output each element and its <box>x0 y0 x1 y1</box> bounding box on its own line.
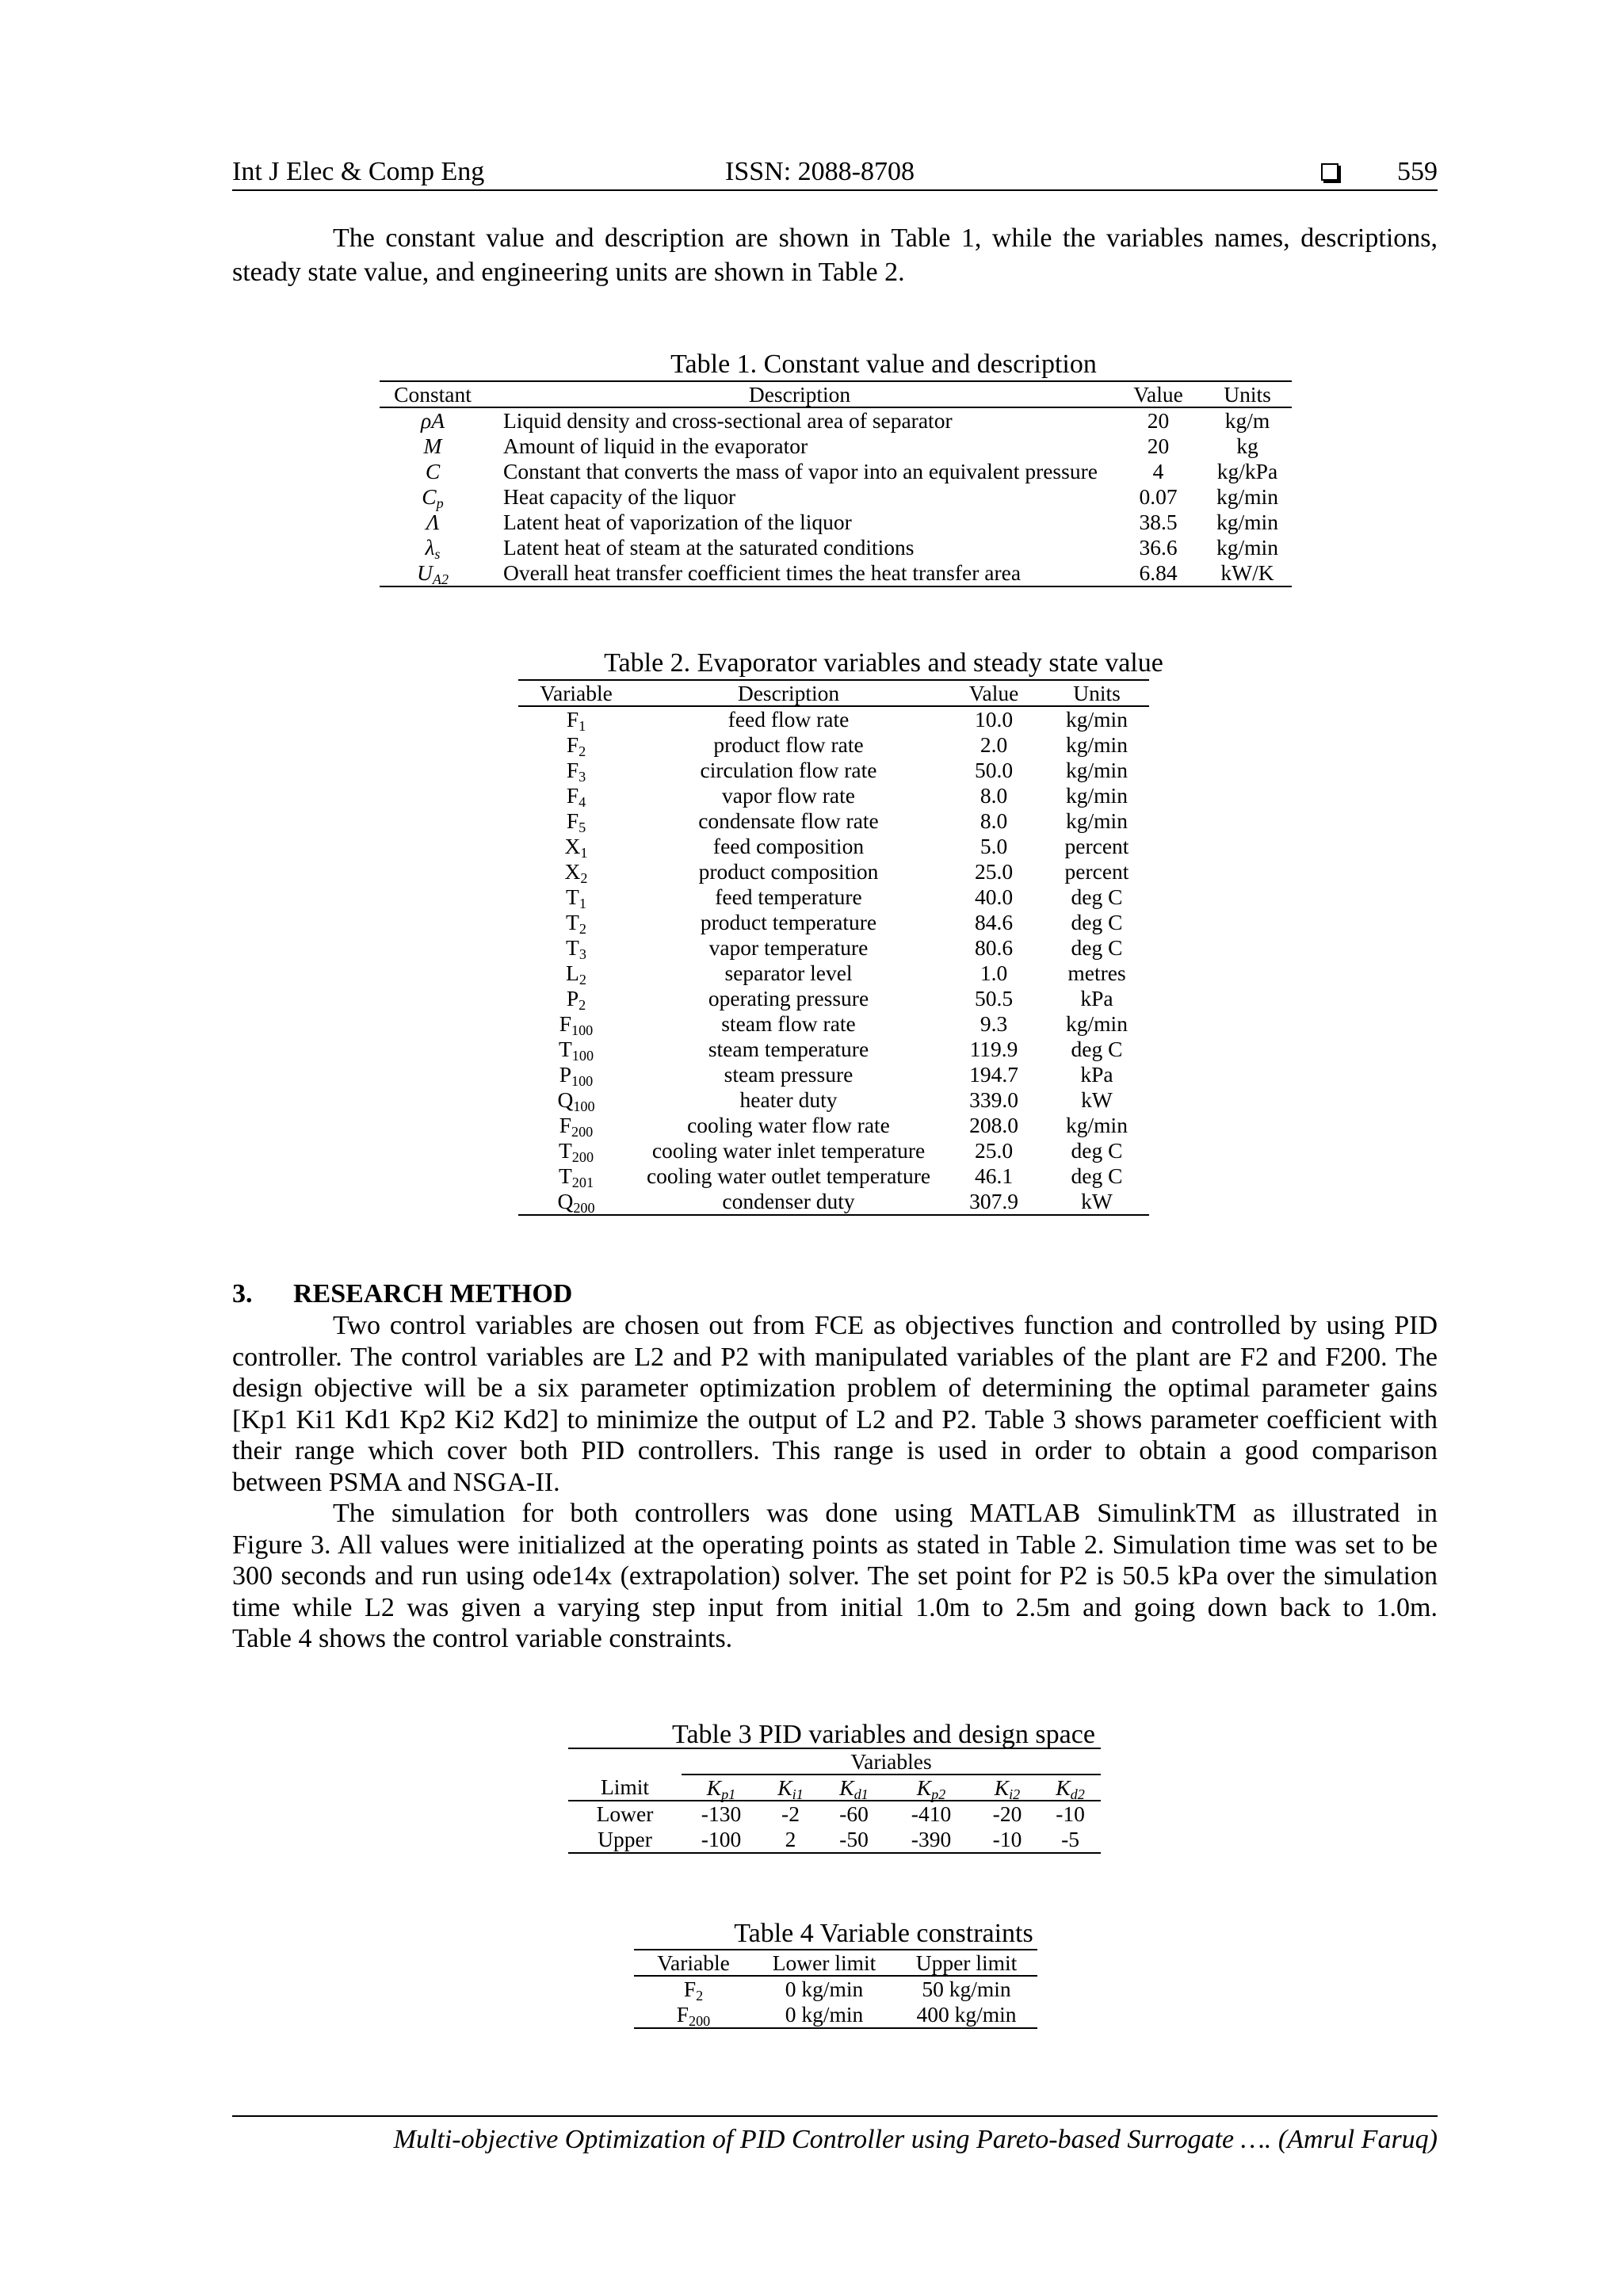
variable-symbol: F <box>566 808 579 833</box>
text-line: controller. The control variables are L2 and P2 with manipulated variables of the plant are F2 and F200. The <box>232 1342 1438 1372</box>
constant-symbol-subscript: A2 <box>432 571 449 588</box>
variable-symbol: X <box>564 834 581 858</box>
units-cell: kPa <box>1080 986 1113 1010</box>
column-header-symbol-subscript: i1 <box>792 1786 804 1802</box>
paragraph-2 <box>232 1498 1438 1655</box>
variable-cell <box>518 706 634 735</box>
constant-symbol: U <box>416 560 433 585</box>
units-cell: kg/min <box>1066 1113 1128 1137</box>
variable-symbol-subscript: 200 <box>689 2013 711 2030</box>
column-header-variable: Variable <box>518 680 634 706</box>
table-3-group-row <box>568 1748 1101 1775</box>
column-header <box>568 1775 682 1801</box>
column-header-symbol: K <box>994 1775 1010 1800</box>
description-cell: condensate flow rate <box>698 808 879 833</box>
units-cell: kg/min <box>1066 758 1128 782</box>
units-cell: kg/min <box>1066 1011 1128 1036</box>
table-1-body <box>380 407 1292 586</box>
description-cell: Latent heat of steam at the saturated conditions <box>503 535 915 560</box>
column-header-symbol: K <box>839 1775 854 1800</box>
value-cell: 50.5 <box>974 986 1014 1010</box>
description-cell: operating pressure <box>708 986 869 1010</box>
variable-symbol: Q <box>557 1189 574 1213</box>
units-cell: kg <box>1236 434 1258 458</box>
column-header-value: Value <box>1113 381 1203 407</box>
units-cell: kW/K <box>1220 560 1274 585</box>
variable-symbol: F <box>676 2002 689 2027</box>
constant-symbol: M <box>423 434 442 458</box>
value-cell: 10.0 <box>974 707 1014 732</box>
variable-symbol: T <box>558 1037 572 1061</box>
variable-symbol-subscript: 3 <box>579 946 586 963</box>
value-cell: -5 <box>1061 1827 1079 1851</box>
upper-limit-cell: 50 kg/min <box>922 1977 1011 2001</box>
limit-cell: Lower <box>596 1801 654 1826</box>
column-header-symbol-subscript: p2 <box>931 1786 946 1802</box>
variable-symbol: F <box>566 707 579 732</box>
table-1-row <box>380 459 1292 484</box>
table-2-row <box>518 986 1149 1011</box>
description-cell: Overall heat transfer coefficient times the heat transfer area <box>503 560 1022 585</box>
paragraph-1 <box>232 1310 1438 1498</box>
value-cell: 0.07 <box>1139 484 1178 509</box>
units-cell: kg/kPa <box>1216 459 1278 483</box>
table-1-header-row <box>380 381 1292 407</box>
variable-cell <box>518 1138 634 1166</box>
column-header-description: Description <box>634 680 943 706</box>
text-line: time while L2 was given a varying step input from initial 1.0m to 2.5m and going down back to 1.0m. <box>232 1592 1438 1622</box>
variable-symbol: L <box>566 961 579 985</box>
table-3-row <box>568 1801 1101 1827</box>
value-cell: 307.9 <box>969 1189 1018 1213</box>
description-cell: steam pressure <box>724 1062 854 1087</box>
table-2 <box>518 679 1149 1216</box>
value-cell: 194.7 <box>969 1062 1018 1087</box>
table-4-row <box>634 1976 1037 2002</box>
text-line: between PSMA and NSGA-II. <box>232 1467 560 1497</box>
table-2-row <box>518 1087 1149 1113</box>
constant-cell <box>380 535 486 563</box>
units-cell: kg/min <box>1066 707 1128 732</box>
value-cell: 20 <box>1147 408 1170 433</box>
lower-limit-cell: 0 kg/min <box>785 2002 864 2027</box>
table-2-row <box>518 783 1149 808</box>
description-cell: Amount of liquid in the evaporator <box>503 434 808 458</box>
units-cell: metres <box>1067 961 1126 985</box>
table-2-row <box>518 1138 1149 1163</box>
units-cell: kg/min <box>1066 808 1128 833</box>
units-cell: deg C <box>1071 1138 1123 1163</box>
value-cell: 80.6 <box>974 935 1014 960</box>
variable-cell <box>518 1037 634 1062</box>
variable-symbol: T <box>558 1138 572 1163</box>
constant-symbol: λ <box>425 535 435 560</box>
description-cell: Liquid density and cross-sectional area of separator <box>503 408 953 433</box>
description-cell: condenser duty <box>722 1189 855 1213</box>
units-cell: kg/min <box>1216 510 1278 534</box>
table-2-row <box>518 706 1149 732</box>
value-cell: 4 <box>1152 459 1164 483</box>
value-cell: 339.0 <box>969 1087 1018 1112</box>
upper-limit-cell: 400 kg/min <box>916 2002 1017 2027</box>
footer-running-title: Multi-objective Optimization of PID Controller using Pareto-based Surrogate …. (Amrul Faruq) <box>393 2125 1438 2154</box>
value-cell: -390 <box>911 1827 952 1851</box>
column-header-lower-limit: Lower limit <box>753 1950 896 1976</box>
value-cell: 9.3 <box>980 1011 1008 1036</box>
column-header-units: Units <box>1044 680 1149 706</box>
text-line: design objective will be a six parameter optimization problem of determining the optimal parameter gains <box>232 1373 1438 1403</box>
table-4 <box>634 1949 1037 2029</box>
table-1-row <box>380 560 1292 586</box>
value-cell: -410 <box>911 1801 952 1826</box>
table-2-row <box>518 884 1149 910</box>
text-line: [Kp1 Ki1 Kd1 Kp2 Ki2 Kd2] to minimize the output of L2 and P2. Table 3 shows parameter coefficient with <box>232 1404 1438 1435</box>
table-1 <box>380 380 1292 587</box>
description-cell: product composition <box>698 859 879 884</box>
section-body <box>232 1310 1438 1655</box>
value-cell: -130 <box>701 1801 742 1826</box>
table-2-row <box>518 935 1149 961</box>
table-2-row <box>518 859 1149 884</box>
units-cell: kg/min <box>1066 783 1128 808</box>
table-2-title: Table 2. Evaporator variables and steady state value <box>604 648 1163 678</box>
units-cell: percent <box>1064 859 1129 884</box>
value-cell: 8.0 <box>980 783 1008 808</box>
value-cell: 20 <box>1147 434 1170 458</box>
value-cell: 119.9 <box>969 1037 1018 1061</box>
constant-cell <box>380 510 486 535</box>
description-cell: vapor temperature <box>708 935 869 960</box>
variable-cell <box>518 732 634 758</box>
variable-symbol-subscript: 100 <box>573 1098 595 1115</box>
description-cell: product temperature <box>700 910 877 934</box>
column-header-symbol-subscript: d2 <box>1070 1786 1085 1802</box>
table-4-row <box>634 2002 1037 2028</box>
section-research-method <box>232 1278 1438 1655</box>
variable-cell <box>518 859 634 887</box>
value-cell: 50.0 <box>974 758 1014 782</box>
variable-symbol-subscript: 5 <box>579 819 586 836</box>
constant-symbol: C <box>422 484 437 509</box>
value-cell: -60 <box>839 1801 869 1826</box>
value-cell: 38.5 <box>1139 510 1178 534</box>
variable-symbol: F <box>559 1113 572 1137</box>
description-cell: product flow rate <box>713 732 864 757</box>
limit-cell: Upper <box>598 1827 652 1851</box>
units-cell: kg/min <box>1216 484 1278 509</box>
variables-group-header: Variables <box>682 1748 1101 1775</box>
variable-symbol-subscript: 100 <box>571 1022 594 1039</box>
variable-symbol-subscript: 200 <box>571 1149 594 1166</box>
constant-cell <box>380 560 486 586</box>
section-title: RESEARCH METHOD <box>293 1279 573 1308</box>
variable-symbol: T <box>558 1163 572 1188</box>
description-cell: feed temperature <box>715 884 862 909</box>
column-header-symbol: K <box>777 1775 792 1800</box>
variable-symbol: F <box>566 732 579 757</box>
intro-paragraph <box>232 222 1438 289</box>
value-cell: 2.0 <box>980 732 1008 757</box>
units-cell: deg C <box>1071 1037 1123 1061</box>
description-cell: feed flow rate <box>727 707 850 732</box>
value-cell: 5.0 <box>980 834 1008 858</box>
table-1-row <box>380 510 1292 535</box>
variable-symbol: P <box>559 1062 572 1087</box>
empty-cell <box>568 1748 682 1775</box>
value-cell: -10 <box>1056 1801 1085 1826</box>
variable-symbol-subscript: 100 <box>571 1048 594 1064</box>
units-cell: deg C <box>1071 1163 1123 1188</box>
column-header-units: Units <box>1203 381 1292 407</box>
table-2-row <box>518 1113 1149 1138</box>
column-header <box>820 1775 888 1801</box>
units-cell: kg/min <box>1216 535 1278 560</box>
variable-cell <box>518 961 634 986</box>
variable-cell <box>518 1113 634 1138</box>
value-cell: 46.1 <box>974 1163 1014 1188</box>
column-header <box>682 1775 761 1801</box>
description-cell: cooling water outlet temperature <box>646 1163 931 1188</box>
value-cell: -100 <box>701 1827 742 1851</box>
variable-symbol-subscript: 2 <box>579 997 586 1014</box>
value-cell: 25.0 <box>974 1138 1014 1163</box>
value-cell: 40.0 <box>974 884 1014 909</box>
variable-cell <box>518 1087 634 1113</box>
footer-rule <box>232 2115 1438 2117</box>
variable-symbol-subscript: 3 <box>579 769 586 785</box>
table-4-body <box>634 1976 1037 2028</box>
constant-cell <box>380 407 486 434</box>
description-cell: Heat capacity of the liquor <box>503 484 736 509</box>
variable-cell <box>634 1976 753 2002</box>
variable-cell <box>518 884 634 910</box>
units-cell: deg C <box>1071 910 1123 934</box>
description-cell: vapor flow rate <box>722 783 855 808</box>
table-2-row <box>518 758 1149 783</box>
section-number: 3. <box>232 1279 253 1308</box>
variable-cell <box>634 2002 753 2028</box>
description-cell: Latent heat of vaporization of the liquor <box>503 510 852 534</box>
value-cell: 84.6 <box>974 910 1014 934</box>
column-header-symbol-subscript: i2 <box>1009 1786 1021 1802</box>
variable-symbol: T <box>566 910 579 934</box>
value-cell: -50 <box>839 1827 869 1851</box>
variable-cell <box>518 1163 634 1189</box>
column-header-symbol: K <box>706 1775 722 1800</box>
table-1-title: Table 1. Constant value and description <box>670 350 1097 379</box>
value-cell: -10 <box>992 1827 1022 1851</box>
description-cell: steam temperature <box>708 1037 869 1061</box>
column-header-symbol: Limit <box>600 1775 650 1799</box>
issn-label: ISSN: 2088-8708 <box>725 157 915 186</box>
units-cell: deg C <box>1071 935 1123 960</box>
description-cell: feed composition <box>712 834 865 858</box>
value-cell: -20 <box>992 1801 1022 1826</box>
table-1-row <box>380 407 1292 434</box>
constant-cell <box>380 459 486 484</box>
variable-symbol: F <box>683 1977 697 2001</box>
square-bullet-icon <box>1321 163 1338 181</box>
value-cell: 8.0 <box>980 808 1008 833</box>
variable-cell <box>518 986 634 1014</box>
variable-symbol-subscript: 200 <box>571 1124 594 1140</box>
text-line: Table 4 shows the control variable constraints. <box>232 1624 733 1653</box>
value-cell: -2 <box>781 1801 800 1826</box>
variable-symbol-subscript: 100 <box>571 1073 594 1090</box>
variable-symbol: T <box>566 884 579 909</box>
section-heading <box>232 1278 1438 1310</box>
variable-cell <box>518 1011 634 1037</box>
table-2-row <box>518 961 1149 986</box>
variable-symbol-subscript: 1 <box>580 845 588 861</box>
variable-symbol: T <box>566 935 579 960</box>
column-header-variable: Variable <box>634 1950 753 1976</box>
value-cell: 6.84 <box>1139 560 1178 585</box>
constant-cell <box>380 434 486 459</box>
text-line: Figure 3. All values were initialized at the operating points as stated in Table 2. Simulation time was set to be <box>232 1530 1438 1560</box>
text-line: their range which cover both PID controllers. This range is used in order to obtain a good comparison <box>232 1436 1438 1465</box>
column-header-description: Description <box>486 381 1113 407</box>
table-4-header-row <box>634 1950 1037 1976</box>
variable-symbol: X <box>564 859 581 884</box>
variable-symbol: F <box>559 1011 572 1036</box>
units-cell: percent <box>1064 834 1129 858</box>
column-header <box>1040 1775 1101 1801</box>
variable-cell <box>518 834 634 859</box>
column-header-symbol: K <box>1056 1775 1071 1800</box>
constant-symbol: Λ <box>426 510 440 534</box>
text-line: The simulation for both controllers was done using MATLAB SimulinkTM as illustrated in <box>333 1499 1438 1528</box>
column-header-constant: Constant <box>380 381 486 407</box>
units-cell: kg/min <box>1066 732 1128 757</box>
table-2-row <box>518 910 1149 935</box>
value-cell: 36.6 <box>1139 535 1178 560</box>
variable-cell <box>518 1189 634 1215</box>
description-cell: heater duty <box>739 1087 838 1112</box>
column-header-value: Value <box>943 680 1044 706</box>
value-cell: 1.0 <box>980 961 1008 985</box>
lower-limit-cell: 0 kg/min <box>785 1977 864 2001</box>
table-3-row <box>568 1827 1101 1853</box>
text-line: 300 seconds and run using ode14x (extrapolation) solver. The set point for P2 is 50.5 kPa over the simulation <box>232 1561 1438 1591</box>
variable-symbol: F <box>566 758 579 782</box>
table-2-row <box>518 1062 1149 1087</box>
variable-symbol-subscript: 2 <box>580 870 588 887</box>
header-rule <box>232 189 1438 191</box>
constant-symbol: ρA <box>421 408 445 433</box>
description-cell: cooling water flow rate <box>687 1113 890 1137</box>
variable-cell <box>518 758 634 783</box>
variable-symbol-subscript: 2 <box>579 743 586 760</box>
value-cell: 25.0 <box>974 859 1014 884</box>
variable-symbol-subscript: 1 <box>579 896 586 912</box>
variable-symbol: Q <box>557 1087 574 1112</box>
variable-symbol-subscript: 1 <box>579 718 586 735</box>
table-4-title: Table 4 Variable constraints <box>734 1919 1033 1948</box>
variable-symbol-subscript: 2 <box>696 1988 704 2004</box>
constant-symbol-subscript: p <box>436 495 444 512</box>
value-cell: 2 <box>785 1827 796 1851</box>
units-cell: kW <box>1081 1087 1113 1112</box>
description-cell: separator level <box>724 961 853 985</box>
table-2-row <box>518 732 1149 758</box>
table-2-row <box>518 1163 1149 1189</box>
description-cell: steam flow rate <box>721 1011 856 1036</box>
column-header-symbol: K <box>916 1775 932 1800</box>
description-cell: circulation flow rate <box>700 758 877 782</box>
units-cell: kPa <box>1080 1062 1113 1087</box>
column-header <box>761 1775 820 1801</box>
table-2-row <box>518 1037 1149 1062</box>
table-1-row <box>380 434 1292 459</box>
variable-cell <box>518 783 634 811</box>
column-header-symbol-subscript: p1 <box>721 1786 736 1802</box>
table-3-title: Table 3 PID variables and design space <box>672 1720 1095 1749</box>
variable-symbol: P <box>566 986 579 1010</box>
constant-symbol: C <box>425 459 441 483</box>
text-line: The constant value and description are shown in Table 1, while the variables names, descriptions, <box>333 223 1438 253</box>
variable-symbol-subscript: 201 <box>571 1175 594 1191</box>
constant-symbol-subscript: s <box>434 546 441 563</box>
description-cell: Constant that converts the mass of vapor into an equivalent pressure <box>503 459 1098 483</box>
variable-cell <box>518 935 634 961</box>
description-cell: cooling water inlet temperature <box>651 1138 926 1163</box>
value-cell: 208.0 <box>969 1113 1018 1137</box>
text-line: steady state value, and engineering units are shown in Table 2. <box>232 257 905 287</box>
table-3-header-row <box>568 1775 1101 1801</box>
variable-symbol-subscript: 2 <box>579 972 586 988</box>
units-cell: kW <box>1081 1189 1113 1213</box>
column-header <box>888 1775 975 1801</box>
table-2-row <box>518 1189 1149 1215</box>
table-2-row <box>518 834 1149 859</box>
variable-cell <box>518 910 634 938</box>
table-2-row <box>518 808 1149 834</box>
units-cell: deg C <box>1071 884 1123 909</box>
units-cell: kg/m <box>1224 408 1270 433</box>
table-1-row <box>380 535 1292 560</box>
variable-symbol-subscript: 4 <box>579 794 586 811</box>
column-header-symbol-subscript: d1 <box>854 1786 869 1802</box>
column-header <box>975 1775 1040 1801</box>
variable-symbol-subscript: 2 <box>579 921 586 938</box>
column-header-upper-limit: Upper limit <box>896 1950 1037 1976</box>
table-2-header-row <box>518 680 1149 706</box>
journal-name: Int J Elec & Comp Eng <box>232 157 485 186</box>
table-3-body <box>568 1801 1101 1853</box>
variable-cell <box>518 1062 634 1090</box>
text-line: Two control variables are chosen out from FCE as objectives function and controlled by using PID <box>333 1311 1438 1340</box>
table-1-row <box>380 484 1292 510</box>
table-3 <box>568 1748 1101 1854</box>
table-2-body <box>518 706 1149 1215</box>
table-2-row <box>518 1011 1149 1037</box>
page-number: 559 <box>1397 157 1438 186</box>
constant-cell <box>380 484 486 510</box>
variable-cell <box>518 808 634 834</box>
variable-symbol: F <box>566 783 579 808</box>
variable-symbol-subscript: 200 <box>573 1200 595 1217</box>
